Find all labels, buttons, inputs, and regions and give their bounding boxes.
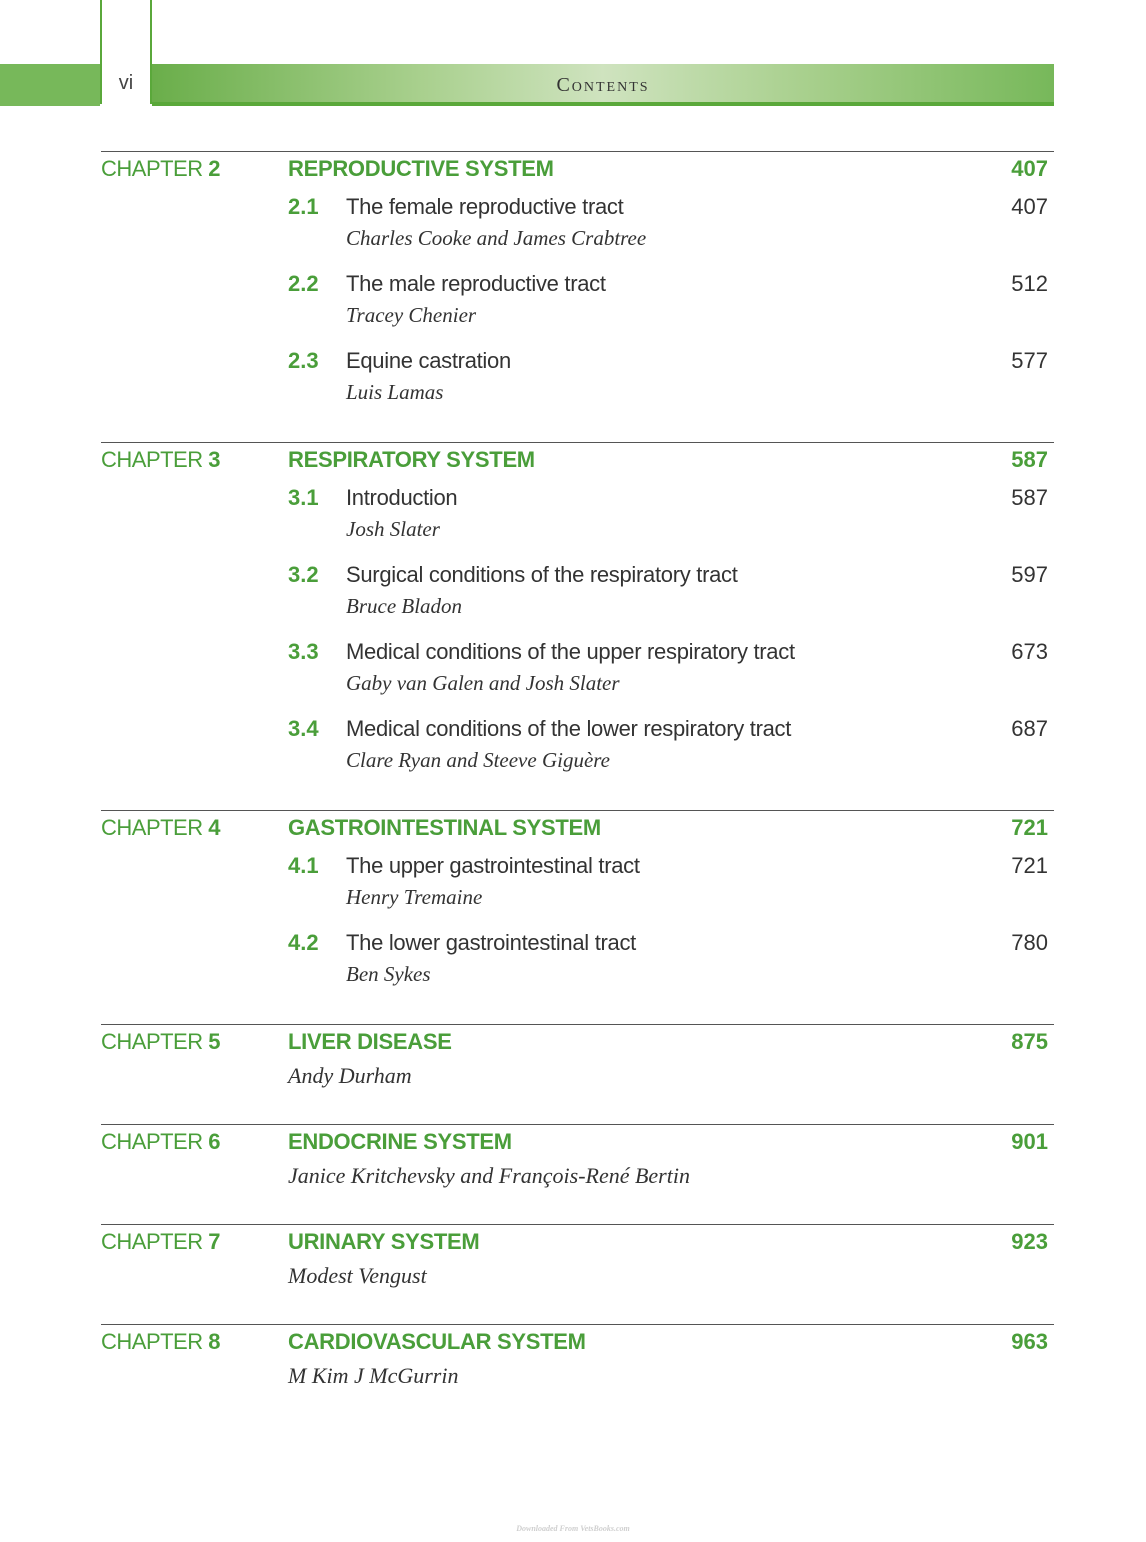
chapter-page: 587 [1011,447,1048,472]
chapter-heading [101,1225,1054,1259]
chapter-label: CHAPTER 7 [101,1229,220,1254]
chapter-7 [101,1224,1054,1324]
chapter-title[interactable]: CARDIOVASCULAR SYSTEM [288,1329,586,1354]
section-page: 577 [1011,348,1048,373]
chapter-label: CHAPTER 5 [101,1029,220,1054]
chapter-title[interactable]: URINARY SYSTEM [288,1229,480,1254]
section-entry[interactable] [101,708,1054,785]
section-entry[interactable] [101,186,1054,263]
chapter-4 [101,810,1054,1024]
chapter-6 [101,1124,1054,1224]
section-entry[interactable] [101,631,1054,708]
section-page: 407 [1011,194,1048,219]
chapter-heading [101,1025,1054,1059]
chapter-heading [101,811,1054,845]
section-title: Medical conditions of the upper respiratory tract [346,639,795,664]
chapter-page: 407 [1011,156,1048,181]
section-author: Ben Sykes [346,962,431,986]
watermark-note: Downloaded From VetsBooks.com [516,1524,630,1533]
section-title: Equine castration [346,348,511,373]
section-number: 2.1 [288,194,319,219]
section-number: 4.2 [288,930,319,955]
section-number: 2.3 [288,348,319,373]
chapter-author: Andy Durham [288,1063,412,1088]
chapter-author: Janice Kritchevsky and François-René Bertin [288,1163,690,1188]
section-number: 3.4 [288,716,319,741]
section-author: Clare Ryan and Steeve Giguère [346,748,610,772]
section-title: Medical conditions of the lower respiratory tract [346,716,792,741]
chapter-heading [101,1325,1054,1359]
section-number: 3.3 [288,639,319,664]
section-entry[interactable] [101,263,1054,340]
section-title: The female reproductive tract [346,194,624,219]
section-number: 2.2 [288,271,319,296]
chapter-page: 721 [1011,815,1048,840]
chapter-title[interactable]: ENDOCRINE SYSTEM [288,1129,512,1154]
section-number: 3.2 [288,562,319,587]
section-entry[interactable] [101,340,1054,417]
chapter-title[interactable]: LIVER DISEASE [288,1029,452,1054]
running-title: Contents [556,74,650,96]
chapter-page: 923 [1011,1229,1048,1254]
section-title: Surgical conditions of the respiratory tract [346,562,738,587]
chapter-heading [101,1125,1054,1159]
header-left-bar [0,64,100,106]
chapter-heading [101,443,1054,477]
section-number: 4.1 [288,853,319,878]
chapter-label: CHAPTER 6 [101,1129,220,1154]
chapter-8 [101,1324,1054,1424]
section-entry[interactable] [101,477,1054,554]
chapter-author: M Kim J McGurrin [288,1363,459,1388]
chapter-3 [101,442,1054,810]
chapter-label: CHAPTER 4 [101,815,220,840]
section-number: 3.1 [288,485,319,510]
chapter-label: CHAPTER 8 [101,1329,220,1354]
chapter-label: CHAPTER 2 [101,156,220,181]
section-entry[interactable] [101,922,1054,999]
chapter-title[interactable]: REPRODUCTIVE SYSTEM [288,156,554,181]
section-title: The male reproductive tract [346,271,606,296]
chapter-page: 963 [1011,1329,1048,1354]
section-author: Bruce Bladon [346,594,463,618]
section-author: Charles Cooke and James Crabtree [346,226,647,250]
chapter-title[interactable]: RESPIRATORY SYSTEM [288,447,535,472]
section-page: 673 [1011,639,1048,664]
chapter-5 [101,1024,1054,1124]
chapter-author: Modest Vengust [288,1263,427,1288]
section-title: Introduction [346,485,458,510]
section-entry[interactable] [101,554,1054,631]
section-page: 687 [1011,716,1048,741]
chapter-title[interactable]: GASTROINTESTINAL SYSTEM [288,815,601,840]
section-title: The upper gastrointestinal tract [346,853,640,878]
page-folio: vi [118,72,134,94]
section-author: Tracey Chenier [346,303,477,327]
section-author: Luis Lamas [346,380,444,404]
section-author: Josh Slater [346,517,440,541]
chapter-label: CHAPTER 3 [101,447,220,472]
chapter-2 [101,151,1054,442]
section-page: 597 [1011,562,1048,587]
section-title: The lower gastrointestinal tract [346,930,636,955]
table-of-contents [101,151,1054,1424]
section-page: 721 [1011,853,1048,878]
chapter-page: 901 [1011,1129,1048,1154]
section-page: 512 [1011,271,1048,296]
section-page: 587 [1011,485,1048,510]
section-entry[interactable] [101,845,1054,922]
section-author: Henry Tremaine [346,885,483,909]
chapter-heading [101,152,1054,186]
section-author: Gaby van Galen and Josh Slater [346,671,620,695]
section-page: 780 [1011,930,1048,955]
chapter-page: 875 [1011,1029,1048,1054]
